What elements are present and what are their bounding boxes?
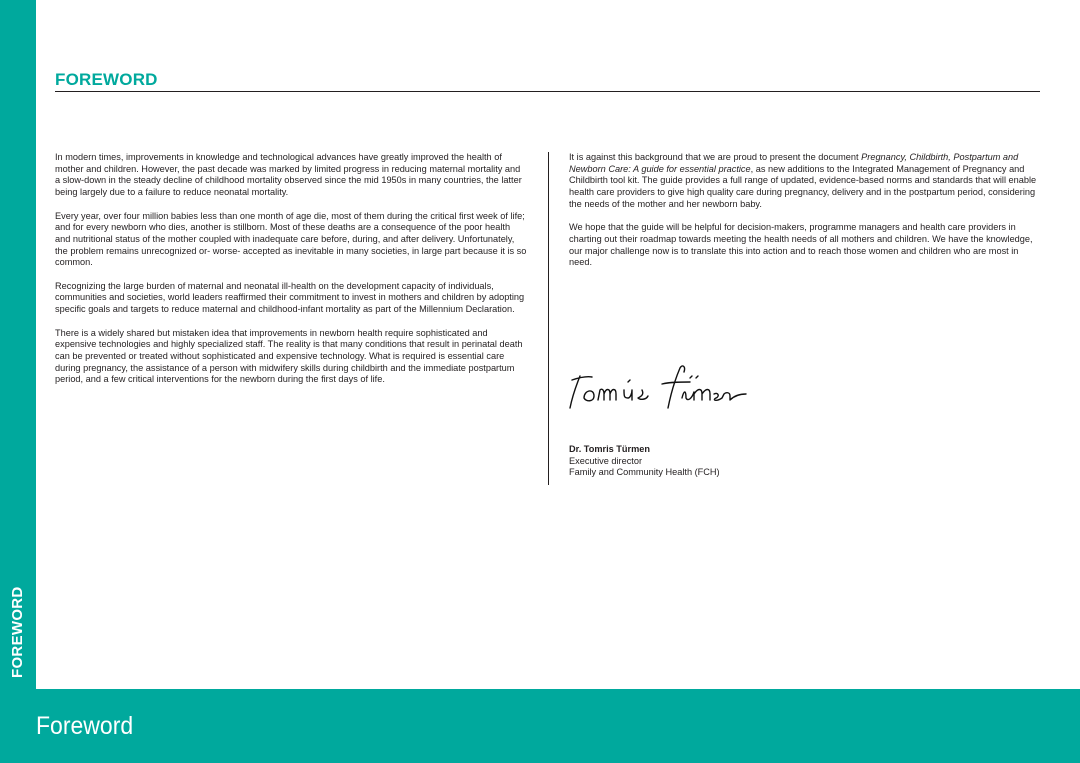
- right-column: [569, 152, 1041, 281]
- title-underline: [55, 91, 1040, 92]
- paragraph: There is a widely shared but mistaken idea that improvements in newborn health require sophisticated and expensive technologies and highly specialized staff. The reality is that many conditions that result in perinatal death can be prevented or treated without sophisticated and expensive technology. What is required is essential care during pregnancy, the assistance of a person with midwifery skills during childbirth and the immediate postpartum period, and a few critical interventions for the newborn during the first days of life.: [55, 327, 523, 385]
- paragraph-text: , as new additions to the Integrated Management of Pregnancy and Childbirth tool kit. The guide provides a full range of updated, evidence-based norms and standards that will enable health care providers to give high quality care during pregnancy, delivery and in the postpartum period, considering the needs of the mother and her newborn baby.: [569, 163, 1037, 209]
- document-title-italic: Pregnancy, Childbirth, Postpartum and Newborn Care: A guide for essential practice: [569, 152, 1019, 174]
- page-title: FOREWORD: [55, 70, 158, 89]
- signatory-name: Dr. Tomris Türmen: [569, 444, 650, 454]
- paragraph: In modern times, improvements in knowledge and technological advances have greatly improved the health of mother and children. However, the past decade was marked by limited progress in reducing maternal mortality and a slow-down in the steady decline of childhood mortality observed since the mid 1950s in many countries, the latter being largely due to a failure to reduce neonatal mortality.: [55, 152, 522, 198]
- left-column: [55, 152, 527, 398]
- footer-band: [0, 689, 1080, 763]
- column-divider: [548, 152, 549, 485]
- handwritten-signature: [566, 358, 766, 418]
- signatory-department: Family and Community Health (FCH): [569, 467, 720, 478]
- paragraph: [569, 152, 1041, 211]
- paragraph: We hope that the guide will be helpful for decision-makers, programme managers and health care providers in charting out their roadmap towards meeting the health needs of all mothers and children. We have the knowledge, our major challenge now is to translate this into action and to reach those women and children who are most in need.: [569, 222, 1033, 268]
- sidebar-section-label: FOREWORD: [9, 586, 26, 678]
- signature-block: [569, 444, 720, 479]
- paragraph-text: It is against this background that we are proud to present the document: [569, 152, 862, 162]
- paragraph: Every year, over four million babies less than one month of age die, most of them during the critical first week of life; and for every newborn who dies, another is stillborn. Most of these deaths are a consequence of the poor health and nutritional status of the mother coupled with inadequate care before, during, and after delivery. Unfortunately, the problem remains unrecognized or- worse- accepted as inevitable in many societies, in large part because it is so common.: [55, 210, 527, 268]
- signatory-title: Executive director: [569, 455, 643, 466]
- footer-title: Foreword: [36, 712, 134, 740]
- paragraph: Recognizing the large burden of maternal and neonatal ill-health on the development capacity of individuals, communities and societies, world leaders reaffirmed their commitment to invest in mothers and children by adopting specific goals and targets to reduce maternal and childhood-infant mortality as part of the Millennium Declaration.: [55, 280, 525, 315]
